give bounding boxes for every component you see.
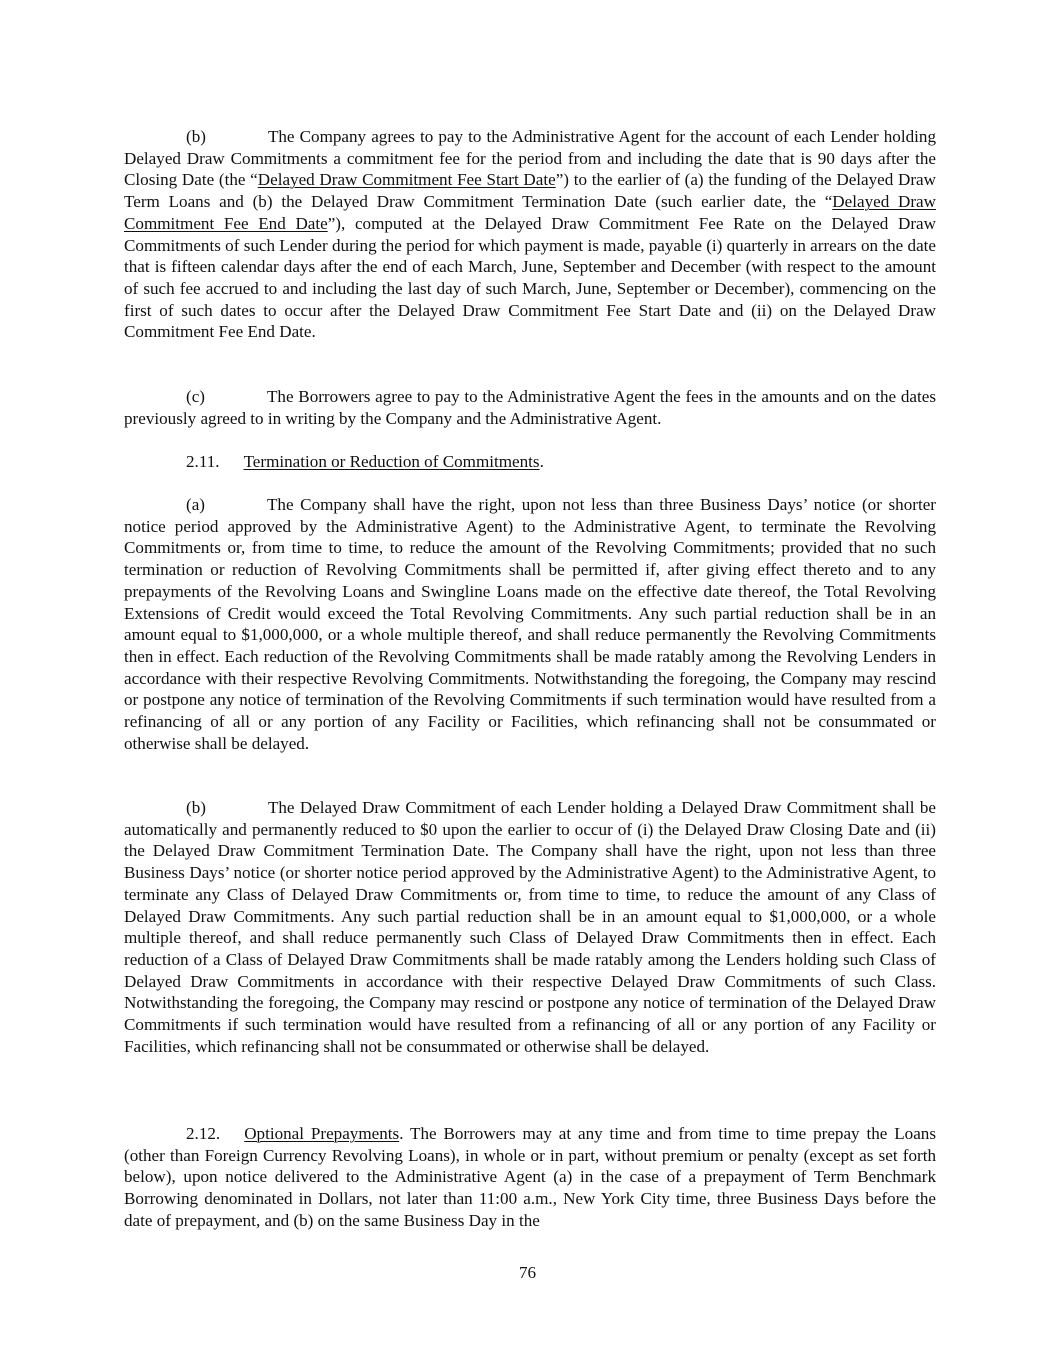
paragraph-2-10-c (124, 386, 936, 429)
paragraph-label: (a) (186, 495, 205, 514)
section-number: 2.12. (186, 1124, 221, 1143)
paragraph-label: (b) (186, 798, 206, 817)
paragraph-2-11-b (124, 797, 936, 1057)
paragraph-2-10-b (124, 126, 936, 343)
section-heading-2-11 (124, 451, 936, 473)
paragraph-2-11-a (124, 494, 936, 754)
paragraph-text: ”) to the earlier of (a) the funding of the Delayed Draw Term Loans and (b) the Delayed Draw Commitment Termination Date (such earlier date, the “ (124, 170, 936, 212)
paragraph-text: The Delayed Draw Commitment of each Lender holding a Delayed Draw Commitment shall be automatically and permanently reduced to $0 upon the earlier to occur of (i) the Delayed Draw Closing Date and (ii) the Delayed Draw Commitment Termination Date. The Company shall have the right, upon not less than three Business Days’ notice (or shorter notice period approved by the Administrative Agent) to the Administrative Agent, to terminate any Class of Delayed Draw Commitments or, from time to time, to reduce the amount of any Class of Delayed Draw Commitments. Any such partial reduction shall be in an amount equal to $1,000,000, or a whole multiple thereof, and shall reduce permanently such Class of Delayed Draw Commitments then in effect. Each reduction of a Class of Delayed Draw Commitments shall be made ratably among the Lenders holding such Class of Delayed Draw Commitments in accordance with their respective Delayed Draw Commitments of such Class. Notwithstanding the foregoing, the Company may rescind or postpone any notice of termination of the Delayed Draw Commitments if such termination would have resulted from a refinancing of all or any portion of any Facility or Facilities, which refinancing shall not be consummated or otherwise shall be delayed. (124, 798, 936, 1056)
paragraph-text: . The Borrowers may at any time and from time to time prepay the Loans (other than Foreign Currency Revolving Loans), in whole or in part, without premium or penalty (except as set forth below), upon notice delivered to the Administrative Agent (a) in the case of a prepayment of Term Benchmark Borrowing denominated in Dollars, not later than 11:00 a.m., New York City time, three Business Days before the date of prepayment, and (b) on the same Business Day in the (124, 1124, 936, 1230)
paragraph-text: ”), computed at the Delayed Draw Commitment Fee Rate on the Delayed Draw Commitments of such Lender during the period for which payment is made, payable (i) quarterly in arrears on the date that is fifteen calendar days after the end of each March, June, September and December (with respect to the amount of such fee accrued to and including the last day of such March, June, September or December), commencing on the first of such dates to occur after the Delayed Draw Commitment Fee Start Date and (ii) on the Delayed Draw Commitment Fee End Date. (124, 213, 936, 342)
paragraph-label: (b) (186, 127, 206, 146)
paragraph-text: The Company agrees to pay to the Administrative Agent for the account of each Lender holding Delayed Draw Commitments a commitment fee for the period from and including the date that is 90 days after the Closing Date (the “ (124, 127, 936, 190)
paragraph-label: (c) (186, 387, 205, 406)
paragraph-text: The Company shall have the right, upon not less than three Business Days’ notice (or shorter notice period approved by the Administrative Agent) to the Administrative Agent, to terminate the Revolving Commitments or, from time to time, to reduce the amount of the Revolving Commitments; provided that no such termination or reduction of Revolving Commitments shall be permitted if, after giving effect thereto and to any prepayments of the Revolving Loans and Swingline Loans made on the effective date thereof, the Total Revolving Extensions of Credit would exceed the Total Revolving Commitments. Any such partial reduction shall be in an amount equal to $1,000,000, or a whole multiple thereof, and shall reduce permanently the Revolving Commitments then in effect. Each reduction of the Revolving Commitments shall be made ratably among the Revolving Lenders in accordance with their respective Revolving Commitments. Notwithstanding the foregoing, the Company may rescind or postpone any notice of termination of the Revolving Commitments if such termination would have resulted from a refinancing of all or any portion of any Facility or Facilities, which refinancing shall not be consummated or otherwise shall be delayed. (124, 495, 936, 753)
section-title: Termination or Reduction of Commitments (243, 452, 540, 471)
section-number: 2.11. (186, 452, 220, 471)
defined-term-fee-end-date: Delayed Draw Commitment Fee End Date (124, 192, 936, 233)
section-title: Optional Prepayments (244, 1124, 400, 1143)
defined-term-fee-start-date: Delayed Draw Commitment Fee Start Date (257, 170, 556, 190)
paragraph-text: The Borrowers agree to pay to the Administrative Agent the fees in the amounts and on the dates previously agreed to in writing by the Company and the Administrative Agent. (124, 387, 936, 428)
section-2-12 (124, 1123, 936, 1232)
page-number: 76 (518, 1263, 537, 1282)
section-title-suffix: . (539, 452, 544, 471)
